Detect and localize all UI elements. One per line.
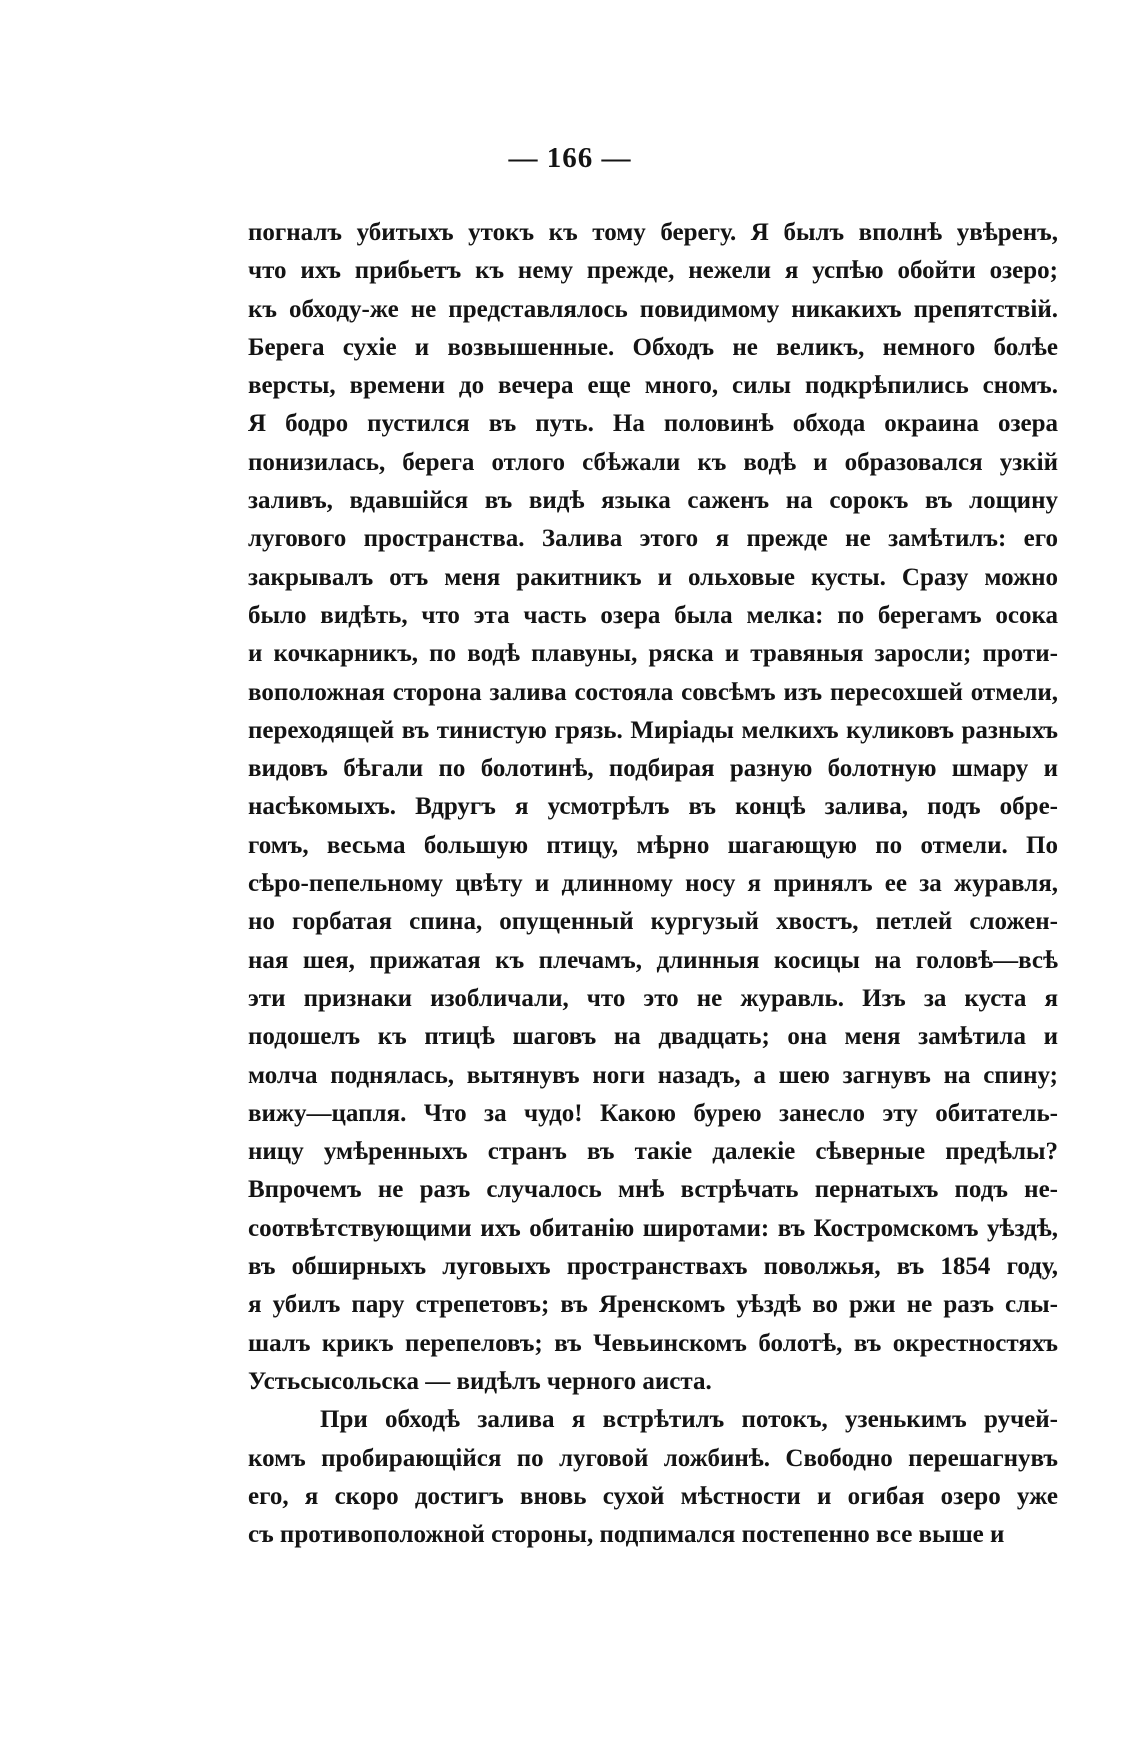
text-line: къ обходу-же не представлялось повидимому никакихъ препятствій. [248, 295, 1058, 323]
text-line: соотвѣтствующими ихъ обитанію широтами: въ Костромскомъ уѣздѣ, [248, 1214, 1058, 1242]
text-line: молча поднялась, вытянувъ ноги назадъ, а шею загнувъ на спину; [248, 1061, 1058, 1089]
text-line: но горбатая спина, опущенный кургузый хвостъ, петлей сложен- [248, 908, 1058, 936]
text-line: ницу умѣренныхъ странъ въ такіе далекіе сѣверные предѣлы? [248, 1138, 1058, 1166]
text-line: вижу—цапля. Что за чудо! Какою бурею занесло эту обитатель- [248, 1099, 1058, 1127]
text-line: шалъ крикъ перепеловъ; въ Чевьинскомъ болотѣ, въ окрестностяхъ [248, 1329, 1058, 1357]
text-line: лугового пространства. Залива этого я прежде не замѣтилъ: его [248, 525, 1058, 553]
text-line: комъ пробирающійся по луговой ложбинѣ. Свободно перешагнувъ [248, 1444, 1058, 1472]
text-line: было видѣть, что эта часть озера была мелка: по берегамъ осока [248, 601, 1058, 629]
text-line: Впрочемъ не разъ случалось мнѣ встрѣчать пернатыхъ подъ не- [248, 1176, 1058, 1204]
text-line: версты, времени до вечера еще много, силы подкрѣпились сномъ. [248, 372, 1058, 400]
text-line: сѣро-пепельному цвѣту и длинному носу я принялъ ее за журавля, [248, 870, 1058, 898]
text-line: Берега сухіе и возвышенные. Обходъ не великъ, немного болѣе [248, 333, 1058, 361]
text-line: понизилась, берега отлого сбѣжали къ водѣ и образовался узкій [248, 448, 1058, 476]
text-line: Я бодро пустился въ путь. На половинѣ обхода окраина озера [248, 410, 1058, 438]
text-line: закрывалъ отъ меня ракитникъ и ольховые кусты. Сразу можно [248, 563, 1058, 591]
text-line: что ихъ прибьетъ къ нему прежде, нежели я успѣю обойти озеро; [248, 257, 1058, 285]
text-line: эти признаки изобличали, что это не журавль. Изъ за куста я [248, 984, 1058, 1012]
text-line: заливъ, вдавшійся въ видѣ языка саженъ на сорокъ въ лощину [248, 487, 1058, 515]
page-number: — 166 — [508, 142, 632, 174]
text-line: я убилъ пару стрепетовъ; въ Яренскомъ уѣздѣ во ржи не разъ слы- [248, 1291, 1058, 1319]
body-text [248, 214, 1058, 1554]
text-line: ная шея, прижатая къ плечамъ, длинныя косицы на головѣ—всѣ [248, 946, 1058, 974]
text-line: воположная сторона залива состояла совсѣмъ изъ пересохшей отмели, [248, 678, 1058, 706]
text-line: видовъ бѣгали по болотинѣ, подбирая разную болотную шмару и [248, 755, 1058, 783]
text-line: погналъ убитыхъ утокъ къ тому берегу. Я былъ вполнѣ увѣренъ, [248, 219, 1058, 246]
paragraph [248, 214, 1058, 1401]
text-line: гомъ, весьма большую птицу, мѣрно шагающую по отмели. По [248, 831, 1058, 859]
paragraph [248, 1401, 1058, 1554]
text-line: подошелъ къ птицѣ шаговъ на двадцать; она меня замѣтила и [248, 1023, 1058, 1051]
text-line: и кочкарникъ, по водѣ плавуны, ряска и травяныя заросли; проти- [248, 640, 1058, 668]
text-line: переходящей въ тинистую грязь. Миріады мелкихъ куликовъ разныхъ [248, 716, 1058, 744]
text-line: насѣкомыхъ. Вдругъ я усмотрѣлъ въ концѣ залива, подъ обре- [248, 793, 1058, 821]
text-line: При обходѣ залива я встрѣтилъ потокъ, узенькимъ ручей- [320, 1406, 1058, 1434]
text-line: Устьсысольска — видѣлъ черного аиста. [248, 1367, 712, 1395]
text-line: съ противоположной стороны, подпимался постепенно все выше и [248, 1521, 1005, 1549]
text-line: его, я скоро достигъ вновь сухой мѣстности и огибая озеро уже [248, 1482, 1058, 1510]
text-line: въ обширныхъ луговыхъ пространствахъ поволжья, въ 1854 году, [248, 1253, 1058, 1281]
